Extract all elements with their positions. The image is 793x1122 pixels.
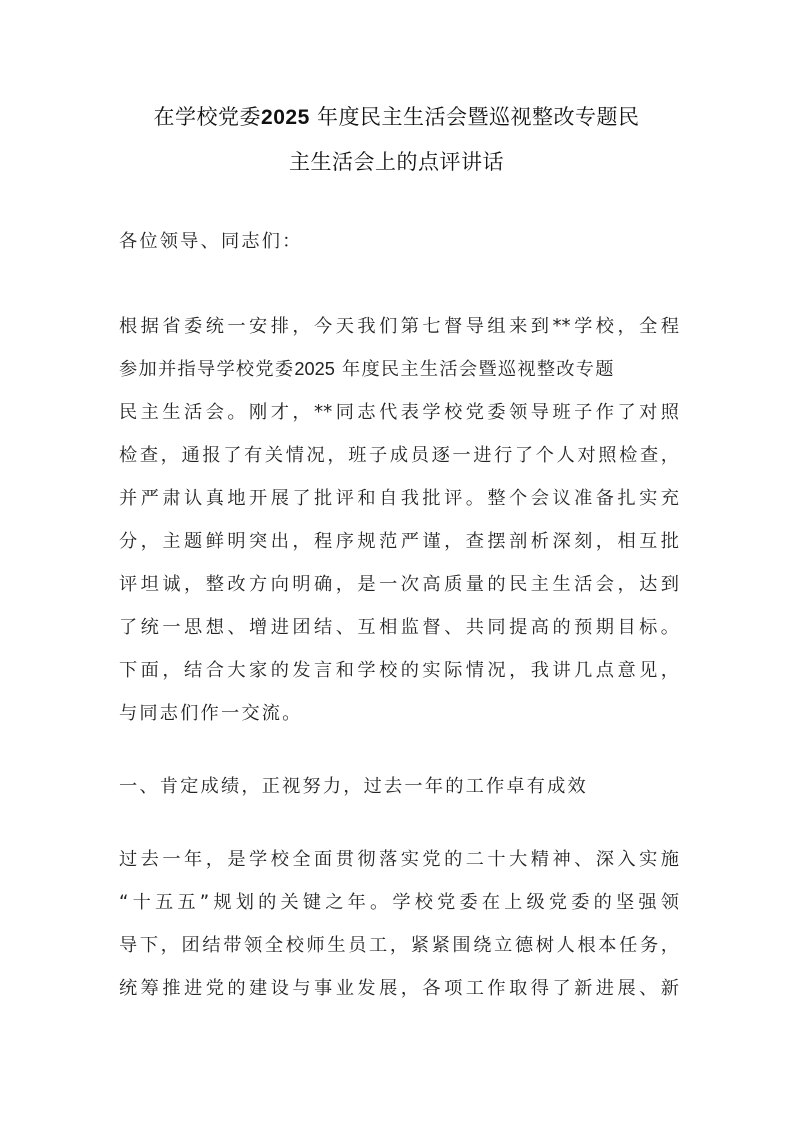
title-text: 年度民主生活会暨巡视整改专题民 bbox=[316, 105, 640, 129]
paragraph-line: 导下，团结带领全校师生员工，紧紧围绕立德树人根本任务， bbox=[119, 935, 679, 956]
paragraph-line: 根据省委统一安排，今天我们第七督导组来到**学校，全程 bbox=[119, 316, 679, 337]
year: 2025 bbox=[294, 359, 335, 379]
paragraph-line: 下面，结合大家的发言和学校的实际情况，我讲几点意见， bbox=[119, 660, 679, 681]
text: 参加并指导学校党委 bbox=[119, 359, 295, 380]
paragraph-line: 评坦诚，整改方向明确，是一次高质量的民主生活会，达到 bbox=[119, 574, 679, 595]
paragraph-line: 并严肃认真地开展了批评和自我批评。整个会议准备扎实充 bbox=[119, 488, 679, 509]
salutation: 各位领导、同志们： bbox=[119, 231, 303, 252]
title-line-2: 主生活会上的点评讲话 bbox=[289, 150, 504, 174]
paragraph-line: 民主生活会。刚才，**同志代表学校党委领导班子作了对照 bbox=[119, 402, 679, 423]
paragraph-line: 过去一年，是学校全面贯彻落实党的二十大精神、深入实施 bbox=[119, 849, 679, 870]
document-title bbox=[100, 95, 693, 184]
paragraph-line: “十五五”规划的关键之年。学校党委在上级党委的坚强领 bbox=[119, 892, 679, 913]
paragraph-line: 检查，通报了有关情况，班子成员逐一进行了个人对照检查， bbox=[119, 445, 679, 466]
title-year: 2025 bbox=[261, 106, 310, 129]
title-line-1 bbox=[100, 95, 693, 140]
paragraph-line bbox=[119, 355, 615, 381]
title-text: 在学校党委 bbox=[153, 105, 262, 129]
text: 年度民主生活会暨巡视整改专题 bbox=[341, 359, 615, 380]
paragraph-line: 了统一思想、增进团结、互相监督、共同提高的预期目标。 bbox=[119, 617, 679, 638]
section-heading: 一、肯定成绩，正视努力，过去一年的工作卓有成效 bbox=[119, 776, 588, 797]
paragraph-line: 与同志们作一交流。 bbox=[119, 703, 303, 724]
paragraph-line: 统筹推进党的建设与事业发展，各项工作取得了新进展、新 bbox=[119, 978, 679, 999]
paragraph-line: 分，主题鲜明突出，程序规范严谨，查摆剖析深刻，相互批 bbox=[119, 531, 679, 552]
